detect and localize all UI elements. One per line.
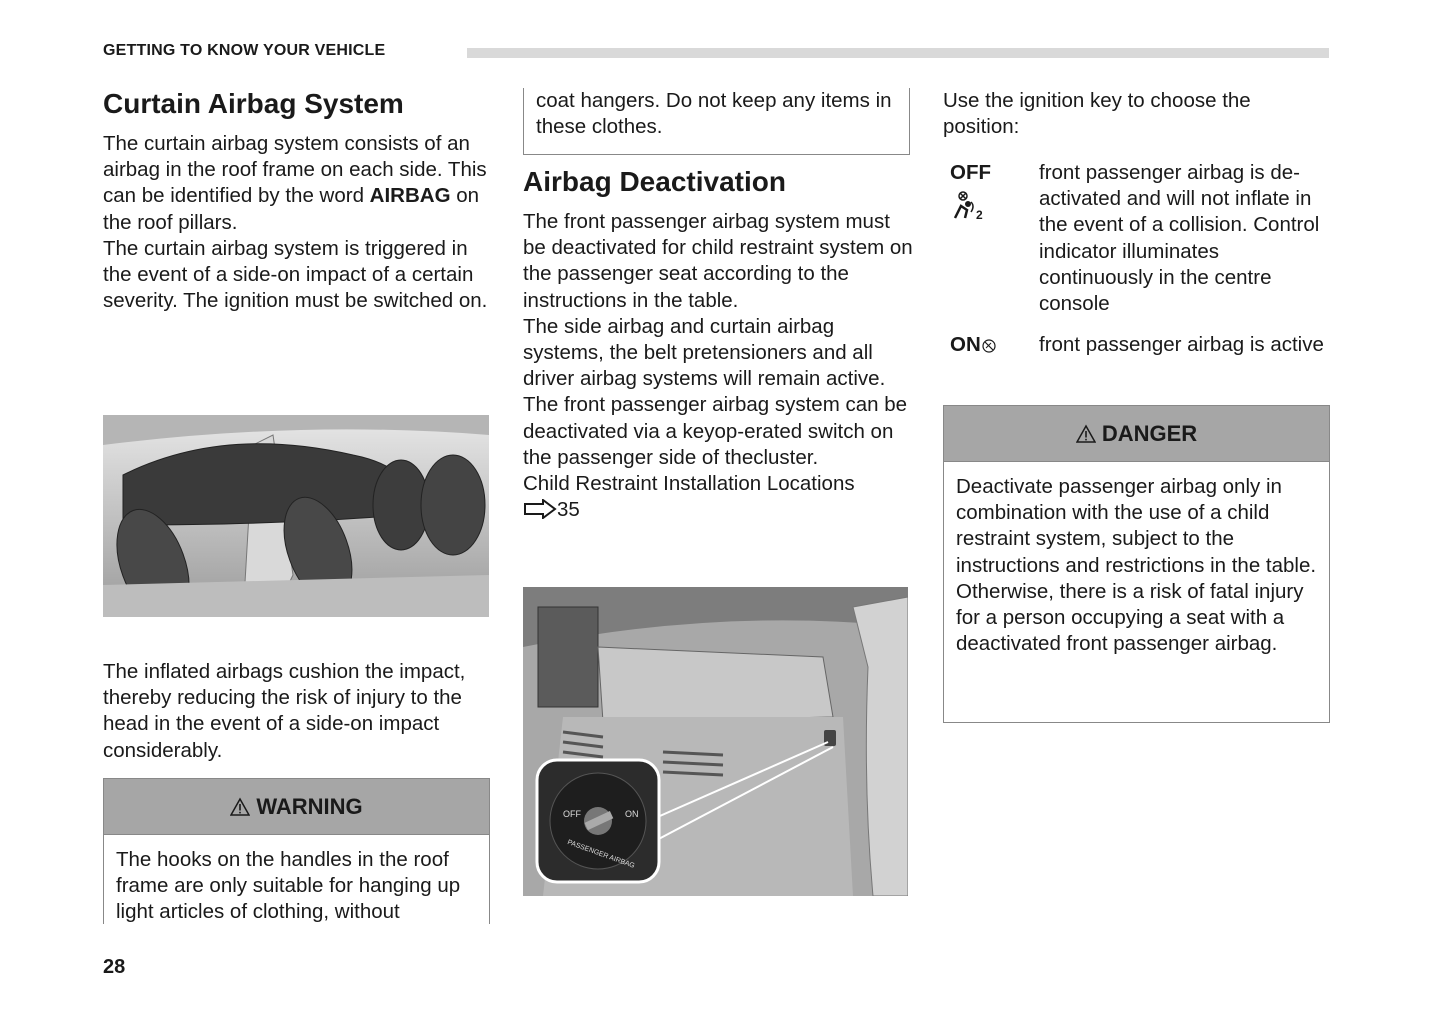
header-rule bbox=[467, 48, 1329, 58]
warning-title: WARNING bbox=[256, 793, 363, 819]
position-off-key: OFF bbox=[950, 161, 991, 184]
danger-paragraph-2: Otherwise, there is a risk of fatal injury for a person occupying a seat with a deactivated front passenger airbag. bbox=[956, 579, 1304, 656]
danger-header bbox=[944, 406, 1329, 462]
switch-passenger-airbag-label: PASSENGER AIRBAG bbox=[566, 839, 636, 870]
danger-title: DANGER bbox=[1101, 420, 1198, 446]
position-off-text: front passenger airbag is de-activated and will not inflate in the event of a collision. Control indicator illuminates continuously in the centre console bbox=[1039, 161, 1320, 316]
warning-text: The hooks on the handles in the roof frame are only suitable for hanging up light articles of clothing, without bbox=[116, 848, 461, 924]
position-on-key: ON bbox=[950, 332, 997, 358]
warning-header bbox=[104, 779, 489, 835]
column-2 bbox=[523, 165, 913, 523]
deactivation-paragraph-2: The side airbag and curtain airbag systems, the belt pretensioners and all driver airbag systems will remain active. The front passenger airbag system can be deactivated via a keyop-erated switch on the passenger side of thecluster. bbox=[523, 314, 908, 469]
curtain-airbag-paragraph-2: The curtain airbag system is triggered in the event of a side-on impact of a certain severity. The ignition must be switched on. bbox=[103, 236, 488, 313]
danger-text bbox=[944, 462, 1329, 657]
reference-page-number: 35 bbox=[557, 498, 580, 522]
danger-box bbox=[943, 405, 1330, 723]
switch-off-label: OFF bbox=[563, 809, 581, 819]
warning-triangle-icon bbox=[230, 797, 250, 817]
airbag-off-indicator-icon bbox=[951, 190, 987, 220]
position-off-row bbox=[943, 160, 1329, 320]
ignition-key-intro: Use the ignition key to choose the position: bbox=[943, 89, 1251, 139]
position-on-text: front passenger airbag is active bbox=[1039, 333, 1324, 356]
curtain-airbag-paragraph-1: The curtain airbag system consists of an airbag in the roof frame on each side. This can be identified by the word AIRBAG on the roof pillars. bbox=[103, 132, 487, 234]
column-1 bbox=[103, 87, 491, 314]
danger-triangle-icon bbox=[1076, 424, 1096, 444]
warning-box-continued bbox=[523, 88, 910, 155]
page-reference-arrow-icon bbox=[523, 499, 557, 519]
section-header: GETTING TO KNOW YOUR VEHICLE bbox=[103, 42, 386, 59]
airbag-on-indicator-icon bbox=[981, 338, 997, 354]
position-on-row bbox=[943, 332, 1329, 388]
airbag-deactivation-title: Airbag Deactivation bbox=[523, 166, 786, 197]
danger-paragraph-1: Deactivate passenger airbag only in combination with the use of a child restraint system, subject to the instructions and restrictions in the table. bbox=[956, 475, 1317, 577]
deactivation-paragraph-1: The front passenger airbag system must be deactivated for child restraint system on the passenger seat according to the instructions in the table. bbox=[523, 210, 913, 312]
page-number: 28 bbox=[103, 956, 126, 978]
curtain-airbag-title: Curtain Airbag System bbox=[103, 88, 404, 119]
child-restraint-reference: Child Restraint Installation Locations 35 bbox=[523, 472, 855, 522]
switch-on-label: ON bbox=[625, 809, 639, 819]
curtain-airbag-paragraph-3: The inflated airbags cushion the impact, thereby reducing the risk of injury to the head in the event of a side-on impact considerably. bbox=[103, 660, 466, 762]
column-3 bbox=[943, 88, 1329, 140]
svg-text:2: 2 bbox=[976, 208, 983, 220]
passenger-airbag-switch-illustration bbox=[523, 587, 908, 896]
curtain-airbag-illustration bbox=[103, 415, 489, 617]
column-1-lower bbox=[103, 659, 491, 764]
warning-text-continued: coat hangers. Do not keep any items in these clothes. bbox=[536, 89, 892, 139]
warning-box bbox=[103, 778, 490, 924]
